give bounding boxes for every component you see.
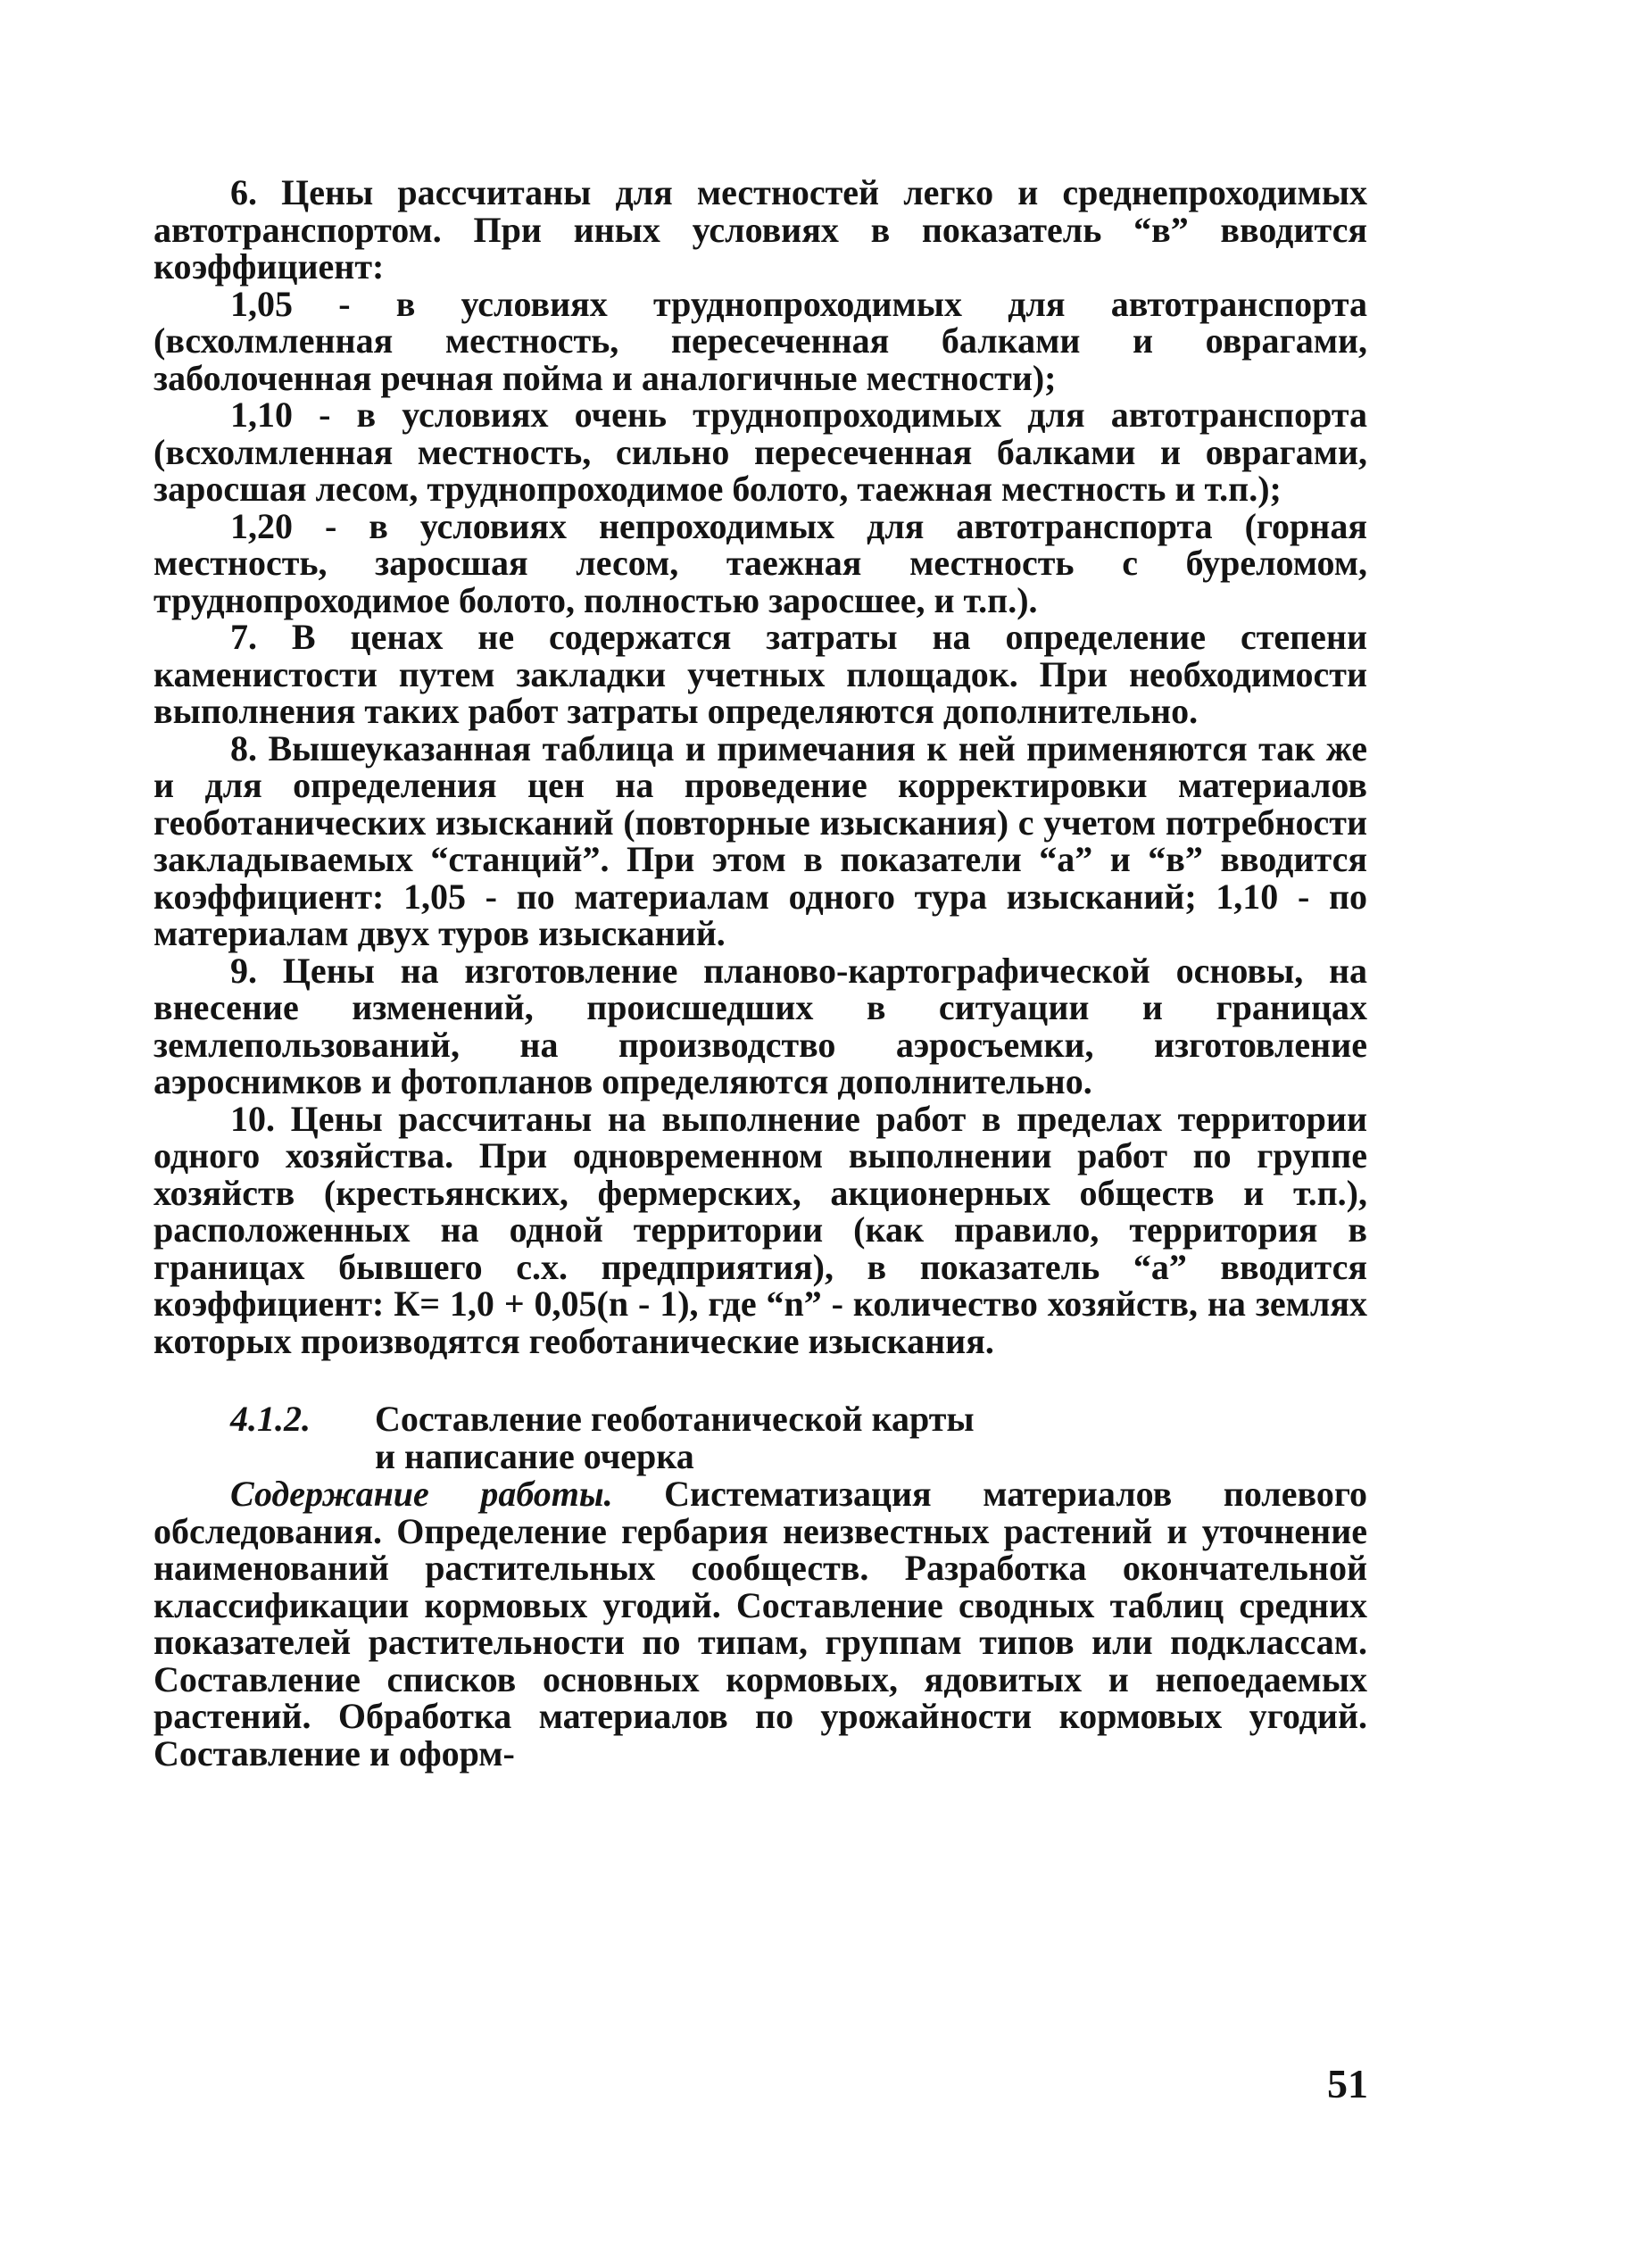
- page-number: 51: [1327, 2061, 1368, 2106]
- document-page: [154, 174, 1367, 1772]
- coefficient-120-paragraph: 1,20 - в условиях непроходимых для автотранспорта (горная местность, заросшая лесом, таежная местность с буреломом, труднопроходимое болото, полностью заросшее, и т.п.).: [154, 505, 1367, 620]
- work-content-text: Систематизация материалов полевого обследования. Определение гербария неизвестных растений и уточнение наименований растительных сообществ. Разработка окончательной классификации кормовых угодий. Составление сводных таблиц средних показателей растительности по типам, группам типов или подклассам. Составление списков основных кормовых, ядовитых и непоедаемых растений. Обработка материалов по урожайности кормовых угодий. Составление и оформ-: [154, 1474, 1367, 1774]
- section-title-line2: и написание очерка: [375, 1436, 694, 1476]
- note-10-paragraph: 10. Цены рассчитаны на выполнение работ в пределах территории одного хозяйства. При одновременном выполнении работ по группе хозяйств (крестьянских, фермерских, акционерных обществ и т.п.), расположенных на одной территории (как правило, территория в границах бывшего с.х. предприятия), в показатель “а” вводится коэффициент: К= 1,0 + 0,05(n - 1), где “n” - количество хозяйств, на землях которых производятся геоботанические изыскания.: [154, 1098, 1367, 1361]
- work-content-paragraph: [154, 1475, 1367, 1772]
- note-6-paragraph: 6. Цены рассчитаны для местностей легко и среднепроходимых автотранспортом. При иных условиях в показатель “в” вводится коэффициент:: [154, 172, 1367, 287]
- coefficient-110-paragraph: 1,10 - в условиях очень труднопроходимых для автотранспорта (всхолмленная местность, сильно пересеченная балками и оврагами, заросшая лесом, труднопроходимое болото, таежная местность и т.п.);: [154, 395, 1367, 509]
- work-content-lead: Содержание работы.: [230, 1474, 613, 1514]
- note-9-paragraph: 9. Цены на изготовление планово-картографической основы, на внесение изменений, происшедших в ситуации и границах землепользований, на производство аэросъемки, изготовление аэроснимков и фотопланов определяются дополнительно.: [154, 950, 1367, 1101]
- coefficient-105-paragraph: 1,05 - в условиях труднопроходимых для автотранспорта (всхолмленная местность, пересеченная балками и оврагами, заболоченная речная пойма и аналогичные местности);: [154, 283, 1367, 398]
- section-heading: [154, 1400, 1367, 1475]
- section-title-line1: Составление геоботанической карты: [375, 1399, 975, 1439]
- note-8-paragraph: 8. Вышеуказанная таблица и примечания к ней применяются так же и для определения цен на проведение корректировки материалов геоботанических изысканий (повторные изыскания) с учетом потребности закладываемых “станций”. При этом в показатели “а” и “в” вводится коэффициент: 1,05 - по материалам одного тура изысканий; 1,10 - по материалам двух туров изысканий.: [154, 727, 1367, 953]
- section-number: 4.1.2.: [230, 1399, 311, 1439]
- notes-block: [154, 174, 1367, 1359]
- note-7-paragraph: 7. В ценах не содержатся затраты на определение степени каменистости путем закладки учетных площадок. При необходимости выполнения таких работ затраты определяются дополнительно.: [154, 617, 1367, 731]
